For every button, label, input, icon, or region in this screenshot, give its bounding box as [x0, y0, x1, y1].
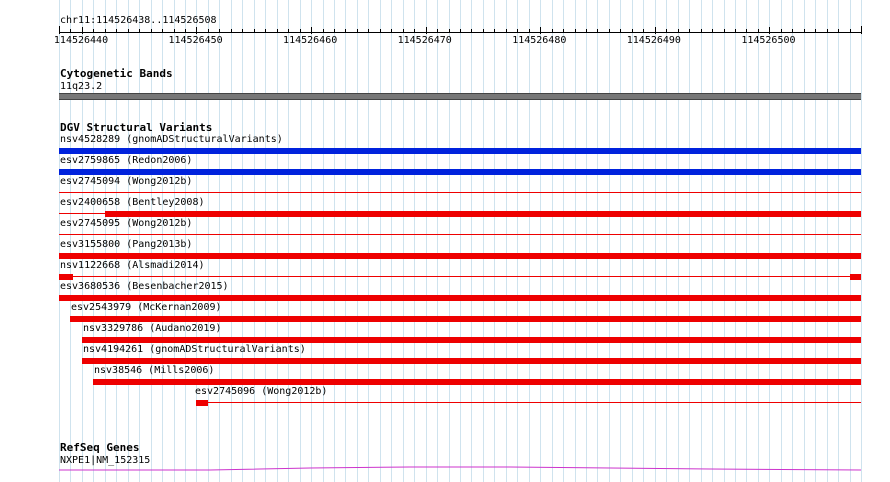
- dgv-feature-label[interactable]: esv3155800 (Pang2013b): [60, 239, 193, 250]
- grid-line: [746, 0, 747, 482]
- ruler-major-tick: [82, 27, 83, 34]
- grid-line: [196, 0, 197, 482]
- dgv-feature-label[interactable]: esv2759865 (Redon2006): [60, 155, 193, 166]
- ruler-minor-tick: [529, 29, 530, 33]
- grid-line: [529, 0, 530, 482]
- ruler-minor-tick: [815, 29, 816, 33]
- grid-line: [792, 0, 793, 482]
- ruler-minor-tick: [231, 29, 232, 33]
- ruler-minor-tick: [323, 29, 324, 33]
- ruler-minor-tick: [850, 29, 851, 33]
- refseq-track-title: RefSeq Genes: [60, 441, 140, 454]
- grid-line: [300, 0, 301, 482]
- grid-line: [724, 0, 725, 482]
- grid-line: [563, 0, 564, 482]
- dgv-feature-label[interactable]: esv3680536 (Besenbacher2015): [60, 281, 229, 292]
- dgv-track-title: DGV Structural Variants: [60, 121, 213, 134]
- dgv-feature-label[interactable]: nsv4194261 (gnomADStructuralVariants): [83, 344, 306, 355]
- ruler-minor-tick: [380, 29, 381, 33]
- grid-line: [678, 0, 679, 482]
- ruler-minor-tick: [712, 29, 713, 33]
- ruler-minor-tick: [277, 29, 278, 33]
- dgv-feature-label[interactable]: esv2543979 (McKernan2009): [71, 302, 222, 313]
- grid-line: [838, 0, 839, 482]
- ruler-minor-tick: [391, 29, 392, 33]
- dgv-feature-block[interactable]: [82, 358, 861, 364]
- ruler-end-tick: [861, 26, 862, 34]
- grid-line: [334, 0, 335, 482]
- grid-line: [414, 0, 415, 482]
- ruler-minor-tick: [609, 29, 610, 33]
- ruler-major-tick: [426, 27, 427, 34]
- dgv-feature-block[interactable]: [59, 148, 861, 154]
- ruler-minor-tick: [517, 29, 518, 33]
- dgv-feature-block[interactable]: [59, 274, 73, 280]
- grid-line: [288, 0, 289, 482]
- ruler-minor-tick: [746, 29, 747, 33]
- ruler-minor-tick: [597, 29, 598, 33]
- ruler-minor-tick: [151, 29, 152, 33]
- dgv-feature-block[interactable]: [93, 379, 861, 385]
- grid-line: [517, 0, 518, 482]
- ruler-minor-tick: [792, 29, 793, 33]
- ruler-tick-label: 114526490: [626, 35, 681, 46]
- grid-line: [609, 0, 610, 482]
- grid-line: [540, 0, 541, 482]
- grid-line: [689, 0, 690, 482]
- ruler-minor-tick: [368, 29, 369, 33]
- ruler-tick-label: 114526440: [53, 35, 109, 46]
- grid-line: [494, 0, 495, 482]
- ruler-minor-tick: [666, 29, 667, 33]
- ruler-minor-tick: [724, 29, 725, 33]
- grid-line: [597, 0, 598, 482]
- ruler-location: chr11:114526438..114526508: [60, 15, 217, 26]
- ruler-minor-tick: [758, 29, 759, 33]
- grid-line: [483, 0, 484, 482]
- grid-line: [449, 0, 450, 482]
- ruler-major-tick: [540, 27, 541, 34]
- grid-line: [804, 0, 805, 482]
- grid-line: [506, 0, 507, 482]
- grid-line: [219, 0, 220, 482]
- grid-line: [208, 0, 209, 482]
- ruler-major-tick: [196, 27, 197, 34]
- ruler-minor-tick: [300, 29, 301, 33]
- grid-line: [265, 0, 266, 482]
- ruler-minor-tick: [632, 29, 633, 33]
- grid-line: [769, 0, 770, 482]
- dgv-feature-label[interactable]: nsv38546 (Mills2006): [94, 365, 215, 376]
- dgv-feature-label[interactable]: esv2745094 (Wong2012b): [60, 176, 193, 187]
- grid-line: [323, 0, 324, 482]
- ruler-minor-tick: [701, 29, 702, 33]
- cytoband-bar[interactable]: [59, 93, 861, 100]
- ruler-tick-label: 114526470: [397, 35, 452, 46]
- grid-line: [620, 0, 621, 482]
- ruler-minor-tick: [254, 29, 255, 33]
- dgv-feature-line[interactable]: [196, 402, 861, 403]
- ruler-minor-tick: [334, 29, 335, 33]
- ruler-minor-tick: [265, 29, 266, 33]
- grid-line: [437, 0, 438, 482]
- grid-line: [827, 0, 828, 482]
- grid-line: [701, 0, 702, 482]
- ruler-minor-tick: [575, 29, 576, 33]
- ruler-minor-tick: [471, 29, 472, 33]
- grid-line: [357, 0, 358, 482]
- ruler-minor-tick: [620, 29, 621, 33]
- ruler-minor-tick: [838, 29, 839, 33]
- dgv-feature-label[interactable]: nsv1122668 (Alsmadi2014): [60, 260, 205, 271]
- ruler-minor-tick: [494, 29, 495, 33]
- grid-line: [311, 0, 312, 482]
- dgv-feature-label[interactable]: nsv3329786 (Audano2019): [83, 323, 222, 334]
- dgv-feature-block[interactable]: [59, 295, 861, 301]
- ruler-minor-tick: [162, 29, 163, 33]
- dgv-feature-line[interactable]: [59, 276, 861, 277]
- ruler-minor-tick: [357, 29, 358, 33]
- grid-line: [242, 0, 243, 482]
- grid-line: [632, 0, 633, 482]
- ruler-minor-tick: [174, 29, 175, 33]
- ruler-minor-tick: [449, 29, 450, 33]
- grid-line: [850, 0, 851, 482]
- cytoband-track-title: Cytogenetic Bands: [60, 67, 173, 80]
- ruler-minor-tick: [242, 29, 243, 33]
- dgv-feature-block[interactable]: [59, 169, 861, 175]
- grid-line: [735, 0, 736, 482]
- ruler-end-tick: [59, 26, 60, 34]
- dgv-feature-label[interactable]: esv2745095 (Wong2012b): [60, 218, 193, 229]
- ruler-minor-tick: [804, 29, 805, 33]
- ruler-minor-tick: [563, 29, 564, 33]
- grid-line: [380, 0, 381, 482]
- cytoband-label: 11q23.2: [60, 81, 103, 92]
- dgv-feature-label[interactable]: esv2400658 (Bentley2008): [60, 197, 205, 208]
- dgv-feature-block[interactable]: [105, 211, 861, 217]
- dgv-feature-block[interactable]: [850, 274, 861, 280]
- dgv-feature-label[interactable]: esv2745096 (Wong2012b): [195, 386, 328, 397]
- grid-line: [254, 0, 255, 482]
- dgv-feature-block[interactable]: [59, 253, 861, 259]
- ruler-minor-tick: [643, 29, 644, 33]
- dgv-feature-block[interactable]: [196, 400, 207, 406]
- ruler-minor-tick: [827, 29, 828, 33]
- grid-line: [391, 0, 392, 482]
- grid-line: [345, 0, 346, 482]
- ruler-minor-tick: [288, 29, 289, 33]
- ruler-minor-tick: [139, 29, 140, 33]
- ruler-minor-tick: [506, 29, 507, 33]
- dgv-feature-block[interactable]: [70, 316, 861, 322]
- ruler-minor-tick: [460, 29, 461, 33]
- ruler-major-tick: [655, 27, 656, 34]
- ruler-minor-tick: [116, 29, 117, 33]
- dgv-feature-label[interactable]: nsv4528289 (gnomADStructuralVariants): [60, 134, 283, 145]
- dgv-feature-block[interactable]: [82, 337, 861, 343]
- grid-line: [471, 0, 472, 482]
- ruler-tick-label: 114526500: [741, 35, 796, 46]
- ruler-tick-label: 114526460: [283, 35, 338, 46]
- ruler-major-tick: [311, 27, 312, 34]
- ruler-minor-tick: [586, 29, 587, 33]
- grid-line: [712, 0, 713, 482]
- ruler-minor-tick: [781, 29, 782, 33]
- ruler-minor-tick: [483, 29, 484, 33]
- dgv-feature-line[interactable]: [59, 192, 861, 193]
- ruler-minor-tick: [185, 29, 186, 33]
- grid-line: [403, 0, 404, 482]
- ruler-minor-tick: [437, 29, 438, 33]
- ruler-minor-tick: [678, 29, 679, 33]
- grid-line: [552, 0, 553, 482]
- ruler-minor-tick: [128, 29, 129, 33]
- ruler-minor-tick: [70, 29, 71, 33]
- ruler-minor-tick: [105, 29, 106, 33]
- ruler-minor-tick: [345, 29, 346, 33]
- grid-line: [586, 0, 587, 482]
- grid-line: [643, 0, 644, 482]
- ruler-tick-label: 114526450: [168, 35, 223, 46]
- grid-line: [231, 0, 232, 482]
- grid-line: [426, 0, 427, 482]
- grid-line: [666, 0, 667, 482]
- refseq-gene-label[interactable]: NXPE1|NM_152315: [60, 455, 151, 466]
- ruler-minor-tick: [735, 29, 736, 33]
- grid-line: [655, 0, 656, 482]
- ruler-major-tick: [769, 27, 770, 34]
- ruler-tick-label: 114526480: [512, 35, 567, 46]
- ruler-minor-tick: [93, 29, 94, 33]
- dgv-feature-line[interactable]: [59, 234, 861, 235]
- grid-line: [575, 0, 576, 482]
- grid-line: [861, 0, 862, 482]
- grid-line: [460, 0, 461, 482]
- ruler-minor-tick: [689, 29, 690, 33]
- grid-line: [277, 0, 278, 482]
- ruler-minor-tick: [414, 29, 415, 33]
- grid-line: [781, 0, 782, 482]
- ruler-minor-tick: [403, 29, 404, 33]
- grid-line: [815, 0, 816, 482]
- grid-line: [758, 0, 759, 482]
- ruler-minor-tick: [552, 29, 553, 33]
- ruler-minor-tick: [219, 29, 220, 33]
- ruler-minor-tick: [208, 29, 209, 33]
- grid-line: [368, 0, 369, 482]
